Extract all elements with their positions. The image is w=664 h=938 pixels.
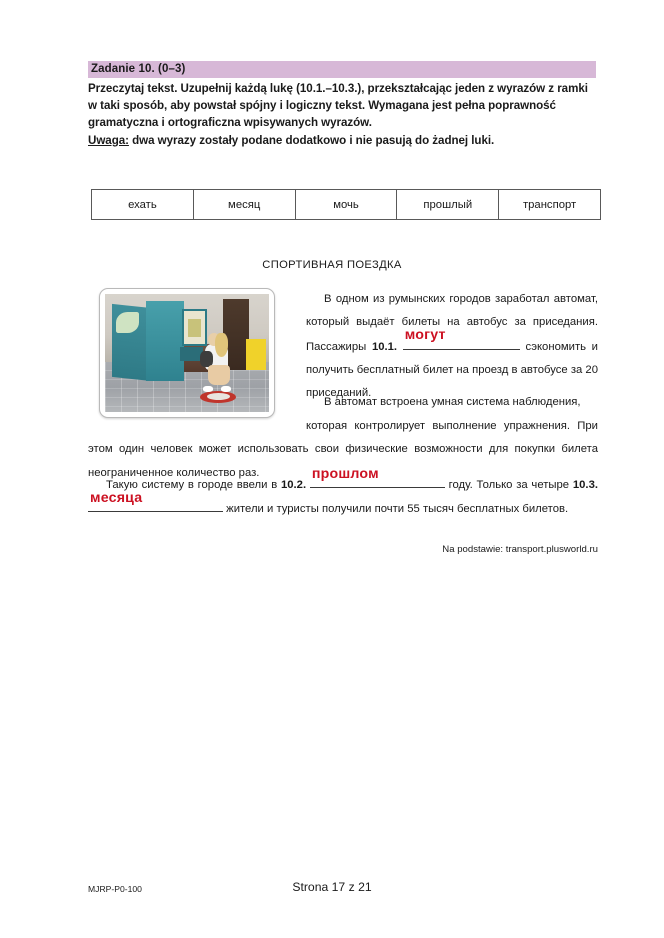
p3-text-before-gap2: Такую систему в городе ввели в	[106, 479, 281, 491]
photo-screen-content	[188, 319, 201, 337]
article-photo	[99, 288, 275, 418]
photo-yellow-bin	[246, 339, 266, 370]
p2-rest-text: которая контролирует выполнение упражнения. При этом один человек может использовать свои физические возможности для покупки билета неограниченное количество раз.	[88, 420, 598, 479]
photo-kiosk-main	[146, 301, 184, 381]
gap-number-2: 10.2.	[280, 479, 307, 491]
footer-exam-code: MJRP-P0-100	[88, 884, 142, 894]
gap-number-3: 10.3.	[572, 479, 598, 491]
photo-shoe-right	[221, 386, 231, 392]
answer-text-1: могут	[404, 327, 446, 344]
p1-text-after-gap: сэкономить и получить бесплатный билет на проезд в автобусе за 20 приседаний.	[306, 340, 598, 400]
task-note	[88, 132, 600, 149]
answer-text-2: прошлом	[311, 465, 379, 482]
footer-page-number: Strona 17 z 21	[292, 880, 372, 894]
word-bank-cell: месяц	[194, 190, 296, 219]
gap-number-1: 10.1.	[371, 340, 398, 353]
photo-kiosk-screen	[182, 309, 207, 346]
p3-text-after-gap3: жители и туристы получили почти 55 тысяч бесплатных билетов.	[223, 503, 569, 516]
p3-text-mid: году. Только за четыре	[444, 479, 573, 491]
task-instructions	[88, 80, 600, 149]
p2-head-text: В автомат встроена умная система наблюдения,	[324, 396, 581, 408]
photo-scene	[105, 294, 269, 412]
task-note-text: dwa wyrazy zostały podane dodatkowo i nie pasują do żadnej luki.	[128, 133, 495, 147]
photo-shoe-left	[203, 386, 213, 392]
answer-blank-2[interactable]	[310, 465, 445, 488]
word-bank-cell: транспорт	[522, 198, 577, 211]
photo-person-legs	[208, 365, 229, 385]
p1-text-before-gap: В одном из румынских городов заработал автомат, который выдаёт билеты на автобус за приседания. Пассажиры	[306, 293, 598, 353]
answer-text-3: месяца	[90, 490, 143, 506]
reading-title: СПОРТИВНАЯ ПОЕЗДКА	[262, 259, 402, 271]
photo-person-hair	[215, 333, 228, 357]
task-header-label: Zadanie 10. (0–3)	[91, 63, 186, 75]
answer-blank-3[interactable]	[88, 490, 223, 512]
source-attribution: Na podstawie: transport.plusworld.ru	[442, 544, 598, 555]
reading-paragraph-3	[88, 465, 598, 522]
instruction-line-2: z ramki w taki sposób, aby powstał spójny i logiczny tekst. Wymagana jest pełna	[88, 82, 588, 113]
instruction-line-1: Przeczytaj tekst. Uzupełnij każdą lukę (10.1.–10.3.), przekształcając jeden z wyrazów	[88, 82, 546, 95]
word-bank-cell: прошлый	[397, 190, 499, 219]
task-note-label: Uwaga:	[88, 133, 129, 147]
word-bank-table	[91, 189, 601, 220]
word-bank-cell: ехать	[92, 190, 194, 219]
photo-float-spacer	[88, 415, 306, 438]
reading-paragraph-1	[306, 288, 598, 405]
instruction-line-3: poprawność gramatyczna i ortograficzna wpisywanych wyrazów.	[88, 99, 556, 130]
word-bank-cell: мочь	[296, 190, 398, 219]
reading-paragraph-2-head	[306, 391, 598, 414]
answer-blank-1[interactable]	[403, 327, 520, 350]
